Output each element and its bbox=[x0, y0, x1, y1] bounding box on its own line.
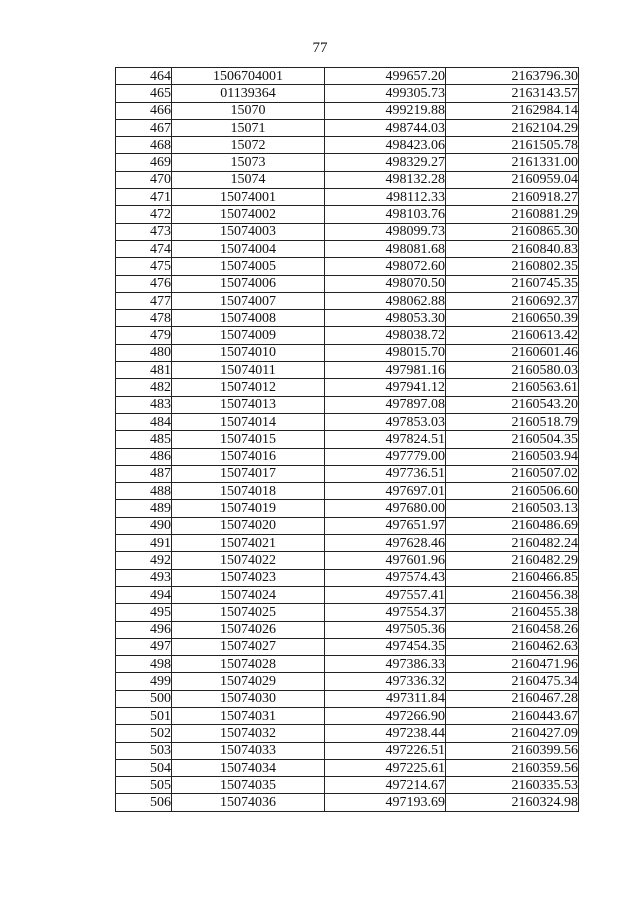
row-number-cell: 474 bbox=[116, 240, 172, 257]
x-coordinate-cell: 499657.20 bbox=[325, 68, 446, 85]
point-id-cell: 15074017 bbox=[172, 465, 325, 482]
x-coordinate-cell: 498053.30 bbox=[325, 310, 446, 327]
y-coordinate-cell: 2160959.04 bbox=[446, 171, 579, 188]
table-row bbox=[116, 794, 579, 811]
point-id-cell: 15074033 bbox=[172, 742, 325, 759]
table-row bbox=[116, 431, 579, 448]
point-id-cell: 15074006 bbox=[172, 275, 325, 292]
y-coordinate-cell: 2160462.63 bbox=[446, 638, 579, 655]
row-number-cell: 485 bbox=[116, 431, 172, 448]
x-coordinate-cell: 497554.37 bbox=[325, 604, 446, 621]
table-row bbox=[116, 85, 579, 102]
x-coordinate-cell: 497225.61 bbox=[325, 759, 446, 776]
row-number-cell: 481 bbox=[116, 362, 172, 379]
point-id-cell: 15074 bbox=[172, 171, 325, 188]
row-number-cell: 487 bbox=[116, 465, 172, 482]
row-number-cell: 491 bbox=[116, 535, 172, 552]
x-coordinate-cell: 497214.67 bbox=[325, 777, 446, 794]
x-coordinate-cell: 498070.50 bbox=[325, 275, 446, 292]
x-coordinate-cell: 497238.44 bbox=[325, 725, 446, 742]
point-id-cell: 15074034 bbox=[172, 759, 325, 776]
table-row bbox=[116, 362, 579, 379]
table-row bbox=[116, 189, 579, 206]
x-coordinate-cell: 497454.35 bbox=[325, 638, 446, 655]
table-row bbox=[116, 656, 579, 673]
table-row bbox=[116, 292, 579, 309]
row-number-cell: 504 bbox=[116, 759, 172, 776]
x-coordinate-cell: 497336.32 bbox=[325, 673, 446, 690]
row-number-cell: 496 bbox=[116, 621, 172, 638]
table-row bbox=[116, 690, 579, 707]
row-number-cell: 505 bbox=[116, 777, 172, 794]
row-number-cell: 495 bbox=[116, 604, 172, 621]
row-number-cell: 468 bbox=[116, 137, 172, 154]
table-row bbox=[116, 517, 579, 534]
table-row bbox=[116, 119, 579, 136]
row-number-cell: 478 bbox=[116, 310, 172, 327]
point-id-cell: 15074010 bbox=[172, 344, 325, 361]
table-row bbox=[116, 310, 579, 327]
x-coordinate-cell: 498744.03 bbox=[325, 119, 446, 136]
table-row bbox=[116, 500, 579, 517]
row-number-cell: 472 bbox=[116, 206, 172, 223]
x-coordinate-cell: 498099.73 bbox=[325, 223, 446, 240]
row-number-cell: 480 bbox=[116, 344, 172, 361]
row-number-cell: 500 bbox=[116, 690, 172, 707]
x-coordinate-cell: 497628.46 bbox=[325, 535, 446, 552]
x-coordinate-cell: 497824.51 bbox=[325, 431, 446, 448]
table-row bbox=[116, 586, 579, 603]
row-number-cell: 469 bbox=[116, 154, 172, 171]
y-coordinate-cell: 2163143.57 bbox=[446, 85, 579, 102]
row-number-cell: 473 bbox=[116, 223, 172, 240]
row-number-cell: 506 bbox=[116, 794, 172, 811]
point-id-cell: 15074019 bbox=[172, 500, 325, 517]
row-number-cell: 498 bbox=[116, 656, 172, 673]
row-number-cell: 467 bbox=[116, 119, 172, 136]
point-id-cell: 15074024 bbox=[172, 586, 325, 603]
row-number-cell: 466 bbox=[116, 102, 172, 119]
row-number-cell: 494 bbox=[116, 586, 172, 603]
point-id-cell: 15074007 bbox=[172, 292, 325, 309]
y-coordinate-cell: 2160482.29 bbox=[446, 552, 579, 569]
row-number-cell: 492 bbox=[116, 552, 172, 569]
y-coordinate-cell: 2162104.29 bbox=[446, 119, 579, 136]
row-number-cell: 503 bbox=[116, 742, 172, 759]
table-row bbox=[116, 604, 579, 621]
row-number-cell: 477 bbox=[116, 292, 172, 309]
y-coordinate-cell: 2160692.37 bbox=[446, 292, 579, 309]
y-coordinate-cell: 2160580.03 bbox=[446, 362, 579, 379]
y-coordinate-cell: 2160504.35 bbox=[446, 431, 579, 448]
table-row bbox=[116, 725, 579, 742]
table-row bbox=[116, 379, 579, 396]
point-id-cell: 15074036 bbox=[172, 794, 325, 811]
table-row bbox=[116, 258, 579, 275]
y-coordinate-cell: 2160475.34 bbox=[446, 673, 579, 690]
table-row bbox=[116, 483, 579, 500]
x-coordinate-cell: 497311.84 bbox=[325, 690, 446, 707]
table-row bbox=[116, 275, 579, 292]
y-coordinate-cell: 2160840.83 bbox=[446, 240, 579, 257]
x-coordinate-cell: 498132.28 bbox=[325, 171, 446, 188]
x-coordinate-cell: 498103.76 bbox=[325, 206, 446, 223]
row-number-cell: 484 bbox=[116, 413, 172, 430]
y-coordinate-cell: 2160802.35 bbox=[446, 258, 579, 275]
point-id-cell: 15074029 bbox=[172, 673, 325, 690]
point-id-cell: 15074030 bbox=[172, 690, 325, 707]
row-number-cell: 493 bbox=[116, 569, 172, 586]
x-coordinate-cell: 497505.36 bbox=[325, 621, 446, 638]
y-coordinate-cell: 2160601.46 bbox=[446, 344, 579, 361]
point-id-cell: 01139364 bbox=[172, 85, 325, 102]
table-row bbox=[116, 569, 579, 586]
point-id-cell: 15074008 bbox=[172, 310, 325, 327]
x-coordinate-cell: 498062.88 bbox=[325, 292, 446, 309]
point-id-cell: 15074016 bbox=[172, 448, 325, 465]
table-row bbox=[116, 413, 579, 430]
table-row bbox=[116, 102, 579, 119]
point-id-cell: 15074009 bbox=[172, 327, 325, 344]
coordinates-table-body bbox=[116, 68, 579, 812]
x-coordinate-cell: 497193.69 bbox=[325, 794, 446, 811]
point-id-cell: 15074018 bbox=[172, 483, 325, 500]
table-row bbox=[116, 673, 579, 690]
x-coordinate-cell: 499305.73 bbox=[325, 85, 446, 102]
y-coordinate-cell: 2160507.02 bbox=[446, 465, 579, 482]
point-id-cell: 15074020 bbox=[172, 517, 325, 534]
point-id-cell: 15070 bbox=[172, 102, 325, 119]
row-number-cell: 476 bbox=[116, 275, 172, 292]
point-id-cell: 15074002 bbox=[172, 206, 325, 223]
y-coordinate-cell: 2160471.96 bbox=[446, 656, 579, 673]
row-number-cell: 486 bbox=[116, 448, 172, 465]
table-row bbox=[116, 535, 579, 552]
x-coordinate-cell: 498329.27 bbox=[325, 154, 446, 171]
x-coordinate-cell: 497981.16 bbox=[325, 362, 446, 379]
point-id-cell: 15074003 bbox=[172, 223, 325, 240]
x-coordinate-cell: 497386.33 bbox=[325, 656, 446, 673]
row-number-cell: 471 bbox=[116, 189, 172, 206]
x-coordinate-cell: 498423.06 bbox=[325, 137, 446, 154]
point-id-cell: 15074023 bbox=[172, 569, 325, 586]
y-coordinate-cell: 2160399.56 bbox=[446, 742, 579, 759]
row-number-cell: 479 bbox=[116, 327, 172, 344]
y-coordinate-cell: 2160563.61 bbox=[446, 379, 579, 396]
point-id-cell: 15074015 bbox=[172, 431, 325, 448]
y-coordinate-cell: 2160443.67 bbox=[446, 707, 579, 724]
table-row bbox=[116, 777, 579, 794]
table-row bbox=[116, 448, 579, 465]
point-id-cell: 15074014 bbox=[172, 413, 325, 430]
point-id-cell: 15074004 bbox=[172, 240, 325, 257]
point-id-cell: 15074021 bbox=[172, 535, 325, 552]
point-id-cell: 1506704001 bbox=[172, 68, 325, 85]
x-coordinate-cell: 497651.97 bbox=[325, 517, 446, 534]
y-coordinate-cell: 2160881.29 bbox=[446, 206, 579, 223]
y-coordinate-cell: 2160455.38 bbox=[446, 604, 579, 621]
table-row bbox=[116, 396, 579, 413]
table-row bbox=[116, 759, 579, 776]
y-coordinate-cell: 2161331.00 bbox=[446, 154, 579, 171]
y-coordinate-cell: 2160482.24 bbox=[446, 535, 579, 552]
point-id-cell: 15074027 bbox=[172, 638, 325, 655]
y-coordinate-cell: 2160335.53 bbox=[446, 777, 579, 794]
table-row bbox=[116, 68, 579, 85]
y-coordinate-cell: 2161505.78 bbox=[446, 137, 579, 154]
row-number-cell: 465 bbox=[116, 85, 172, 102]
y-coordinate-cell: 2160427.09 bbox=[446, 725, 579, 742]
y-coordinate-cell: 2160324.98 bbox=[446, 794, 579, 811]
coordinates-table bbox=[115, 67, 579, 812]
point-id-cell: 15074032 bbox=[172, 725, 325, 742]
row-number-cell: 489 bbox=[116, 500, 172, 517]
row-number-cell: 499 bbox=[116, 673, 172, 690]
y-coordinate-cell: 2160518.79 bbox=[446, 413, 579, 430]
point-id-cell: 15074001 bbox=[172, 189, 325, 206]
x-coordinate-cell: 498072.60 bbox=[325, 258, 446, 275]
point-id-cell: 15074035 bbox=[172, 777, 325, 794]
y-coordinate-cell: 2160613.42 bbox=[446, 327, 579, 344]
row-number-cell: 490 bbox=[116, 517, 172, 534]
row-number-cell: 475 bbox=[116, 258, 172, 275]
table-row bbox=[116, 621, 579, 638]
x-coordinate-cell: 498015.70 bbox=[325, 344, 446, 361]
y-coordinate-cell: 2160506.60 bbox=[446, 483, 579, 500]
x-coordinate-cell: 497736.51 bbox=[325, 465, 446, 482]
y-coordinate-cell: 2160503.13 bbox=[446, 500, 579, 517]
y-coordinate-cell: 2160650.39 bbox=[446, 310, 579, 327]
y-coordinate-cell: 2160543.20 bbox=[446, 396, 579, 413]
point-id-cell: 15072 bbox=[172, 137, 325, 154]
page-number: 77 bbox=[312, 40, 328, 56]
table-row bbox=[116, 154, 579, 171]
point-id-cell: 15074028 bbox=[172, 656, 325, 673]
row-number-cell: 502 bbox=[116, 725, 172, 742]
row-number-cell: 464 bbox=[116, 68, 172, 85]
row-number-cell: 482 bbox=[116, 379, 172, 396]
table-row bbox=[116, 327, 579, 344]
x-coordinate-cell: 497680.00 bbox=[325, 500, 446, 517]
x-coordinate-cell: 497853.03 bbox=[325, 413, 446, 430]
table-row bbox=[116, 137, 579, 154]
point-id-cell: 15074005 bbox=[172, 258, 325, 275]
y-coordinate-cell: 2160865.30 bbox=[446, 223, 579, 240]
y-coordinate-cell: 2160918.27 bbox=[446, 189, 579, 206]
y-coordinate-cell: 2160503.94 bbox=[446, 448, 579, 465]
x-coordinate-cell: 498112.33 bbox=[325, 189, 446, 206]
y-coordinate-cell: 2160466.85 bbox=[446, 569, 579, 586]
y-coordinate-cell: 2160359.56 bbox=[446, 759, 579, 776]
x-coordinate-cell: 497941.12 bbox=[325, 379, 446, 396]
table-row bbox=[116, 171, 579, 188]
table-row bbox=[116, 552, 579, 569]
table-row bbox=[116, 206, 579, 223]
y-coordinate-cell: 2160458.26 bbox=[446, 621, 579, 638]
y-coordinate-cell: 2160467.28 bbox=[446, 690, 579, 707]
point-id-cell: 15074013 bbox=[172, 396, 325, 413]
point-id-cell: 15074025 bbox=[172, 604, 325, 621]
x-coordinate-cell: 497266.90 bbox=[325, 707, 446, 724]
table-row bbox=[116, 240, 579, 257]
x-coordinate-cell: 497897.08 bbox=[325, 396, 446, 413]
row-number-cell: 483 bbox=[116, 396, 172, 413]
x-coordinate-cell: 499219.88 bbox=[325, 102, 446, 119]
point-id-cell: 15074022 bbox=[172, 552, 325, 569]
point-id-cell: 15073 bbox=[172, 154, 325, 171]
row-number-cell: 501 bbox=[116, 707, 172, 724]
x-coordinate-cell: 498038.72 bbox=[325, 327, 446, 344]
y-coordinate-cell: 2162984.14 bbox=[446, 102, 579, 119]
point-id-cell: 15074026 bbox=[172, 621, 325, 638]
x-coordinate-cell: 497779.00 bbox=[325, 448, 446, 465]
y-coordinate-cell: 2160456.38 bbox=[446, 586, 579, 603]
table-row bbox=[116, 707, 579, 724]
table-row bbox=[116, 223, 579, 240]
x-coordinate-cell: 497574.43 bbox=[325, 569, 446, 586]
row-number-cell: 488 bbox=[116, 483, 172, 500]
row-number-cell: 497 bbox=[116, 638, 172, 655]
x-coordinate-cell: 497226.51 bbox=[325, 742, 446, 759]
x-coordinate-cell: 498081.68 bbox=[325, 240, 446, 257]
y-coordinate-cell: 2160486.69 bbox=[446, 517, 579, 534]
point-id-cell: 15074031 bbox=[172, 707, 325, 724]
table-row bbox=[116, 742, 579, 759]
point-id-cell: 15074012 bbox=[172, 379, 325, 396]
table-row bbox=[116, 465, 579, 482]
x-coordinate-cell: 497697.01 bbox=[325, 483, 446, 500]
y-coordinate-cell: 2163796.30 bbox=[446, 68, 579, 85]
table-row bbox=[116, 344, 579, 361]
table-row bbox=[116, 638, 579, 655]
y-coordinate-cell: 2160745.35 bbox=[446, 275, 579, 292]
point-id-cell: 15074011 bbox=[172, 362, 325, 379]
x-coordinate-cell: 497601.96 bbox=[325, 552, 446, 569]
x-coordinate-cell: 497557.41 bbox=[325, 586, 446, 603]
row-number-cell: 470 bbox=[116, 171, 172, 188]
point-id-cell: 15071 bbox=[172, 119, 325, 136]
